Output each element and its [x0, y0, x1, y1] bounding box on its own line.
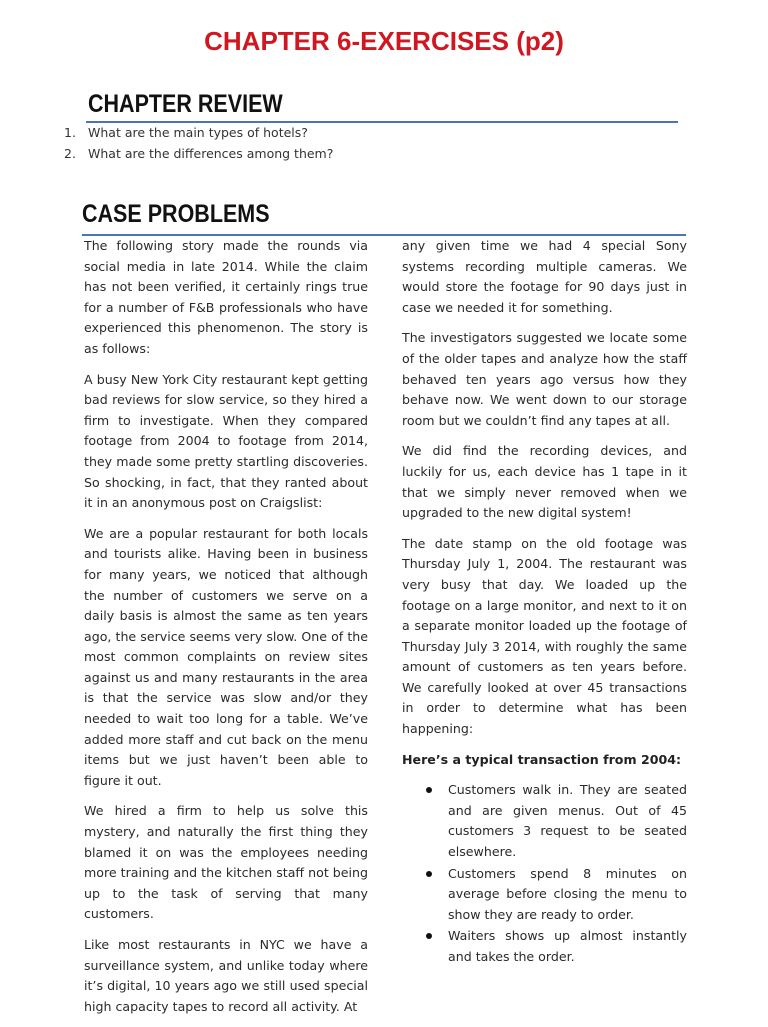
review-question-number: 2.: [64, 146, 76, 161]
case-paragraph: The date stamp on the old footage was Thursday July 1, 2004. The restaurant was very busy that day. We loaded up the footage on a large monitor, and next to it on a separate monitor loaded up the footage of Thursday July 3 2014, with roughly the same amount of customers as ten years before. We carefully looked at over 45 transactions in order to determine what has been happening:: [402, 535, 687, 737]
transaction-bullet-list: [402, 780, 687, 967]
case-paragraph: Like most restaurants in NYC we have a surveillance system, and unlike today where it’s digital, 10 years ago we still used special high capacity tapes to record all activity. At: [84, 937, 368, 1014]
review-question: [64, 122, 684, 143]
bullet-dot-icon: [426, 871, 432, 877]
case-paragraph: We hired a firm to help us solve this mystery, and naturally the first thing they blamed it on was the employees needing more training and the kitchen staff not being up to the task of serving that many customers.: [84, 803, 368, 922]
review-question-text: What are the main types of hotels?: [88, 125, 308, 140]
bullet-dot-icon: [426, 787, 432, 793]
case-problems-heading: CASE PROBLEMS: [82, 200, 270, 228]
bullet-item: [402, 926, 687, 967]
case-paragraph: A busy New York City restaurant kept getting bad reviews for slow service, so they hired a firm to investigate. When they compared footage from 2004 to footage from 2014, they made some pretty startling discoveries. So shocking, in fact, that they ranted about it in an anonymous post on Craigslist:: [84, 371, 368, 511]
chapter-review-list: [64, 122, 684, 164]
case-paragraph: The following story made the rounds via social media in late 2014. While the claim has not been verified, it certainly rings true for a number of F&B professionals who have experienced this phenomenon. The story is as follows:: [84, 238, 368, 356]
bullet-item: [402, 864, 687, 926]
case-paragraph: any given time we had 4 special Sony systems recording multiple cameras. We would store the footage for 90 days just in case we needed it for something.: [402, 238, 687, 315]
bullet-item: [402, 780, 687, 862]
bullet-dot-icon: [426, 933, 432, 939]
case-paragraph: The investigators suggested we locate some of the older tapes and analyze how the staff behaved ten years ago versus how they behave now. We went down to our storage room but we couldn’t find any tapes at all.: [402, 330, 687, 428]
bullet-text: Customers walk in. They are seated and are given menus. Out of 45 customers 3 request to be seated elsewhere.: [448, 782, 687, 860]
page-title: CHAPTER 6-EXERCISES (p2): [204, 26, 564, 56]
review-question: [64, 143, 684, 164]
case-paragraph: We did find the recording devices, and luckily for us, each device has 1 tape in it that we simply never removed when we upgraded to the new digital system!: [402, 443, 687, 521]
case-left-column: [84, 236, 368, 1027]
chapter-review-heading: CHAPTER REVIEW: [88, 90, 283, 118]
review-question-number: 1.: [64, 125, 76, 140]
review-question-text: What are the differences among them?: [88, 146, 334, 161]
transaction-heading: Here’s a typical transaction from 2004:: [402, 751, 682, 767]
case-right-column: [402, 236, 687, 969]
bullet-text: Waiters shows up almost instantly and takes the order.: [448, 928, 687, 964]
bullet-text: Customers spend 8 minutes on average before closing the menu to show they are ready to order.: [448, 865, 687, 922]
case-paragraph: We are a popular restaurant for both locals and tourists alike. Having been in business for many years, we noticed that although the number of customers we serve on a daily basis is almost the same as ten years ago, the service seems very slow. One of the most common complaints on review sites against us and many restaurants in the area is that the service was slow and/or they needed to wait too long for a table. We’ve added more staff and cut back on the menu items but we just haven’t been able to figure it out.: [84, 525, 368, 788]
